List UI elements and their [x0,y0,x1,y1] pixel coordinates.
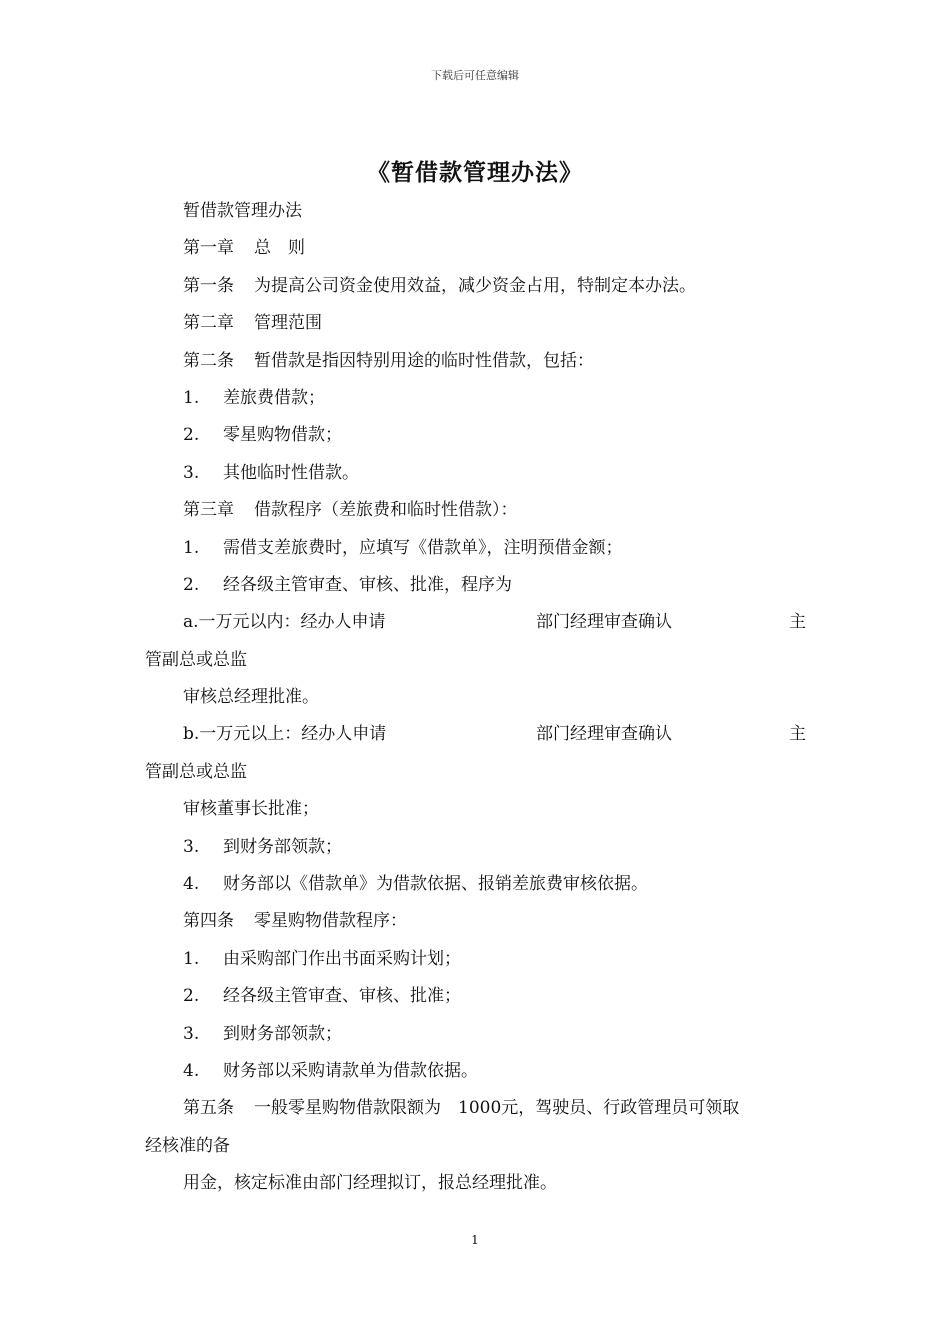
list-number: 4. [183,874,200,895]
list-item [145,380,810,417]
list-text: 经各级主管审查、审核、批准，程序为 [223,574,512,595]
approval-flow-b [145,716,810,753]
list-number: 3. [183,1023,200,1044]
list-number: 1. [183,948,200,969]
article-text: 一般零星购物借款限额为 1000元，驾驶员、行政管理员可领取 [254,1098,740,1119]
article [145,343,810,380]
flow-step-fragment: 主 [789,612,806,633]
list-text: 其他临时性借款。 [223,462,359,483]
list-item [145,941,810,978]
list-text: 经各级主管审查、审核、批准； [223,986,461,1007]
chapter-label: 第二章 [183,313,234,334]
document-title: 《暂借款管理办法》 [367,159,583,186]
article-label: 第一条 [183,275,234,296]
paragraph-continuation: 管副总或总监 [145,649,247,670]
article-label: 第五条 [183,1098,234,1119]
page-header: 下载后可任意编辑 [431,69,519,82]
list-text: 到财务部领款； [223,836,342,857]
approval-flow-a [145,604,810,641]
chapter-heading [145,492,810,529]
list-item [145,567,810,604]
chapter-title: 借款程序（差旅费和临时性借款）： [254,500,518,521]
flow-step-apply: a.一万元以内：经办人申请 [183,612,386,633]
chapter-label: 第一章 [183,238,234,259]
flow-step-fragment: 主 [789,724,806,745]
list-number: 4. [183,1060,200,1081]
article-label: 第二条 [183,350,234,371]
flow-step-review: 部门经理审查确认 [536,612,672,633]
list-number: 3. [183,462,200,483]
list-text: 零星购物借款； [223,425,342,446]
page-number: 1 [471,1233,479,1247]
paragraph: 暂借款管理办法 [183,201,302,221]
flow-step-apply: b.一万元以上：经办人申请 [183,724,387,745]
article [145,268,810,305]
article-text: 为提高公司资金使用效益，减少资金占用，特制定本办法。 [254,275,696,296]
article [145,1090,810,1127]
article [145,903,810,940]
chapter-label: 第三章 [183,500,234,521]
list-item [145,829,810,866]
paragraph-continuation: 管副总或总监 [145,761,247,782]
list-text: 财务部以采购请款单为借款依据。 [223,1060,478,1081]
chapter-heading [145,305,810,342]
list-text: 到财务部领款； [223,1023,342,1044]
paragraph: 审核董事长批准； [183,799,319,820]
list-number: 2. [183,425,200,446]
list-item [145,417,810,454]
article-label: 第四条 [183,911,234,932]
chapter-title: 管理范围 [254,313,322,334]
paragraph-continuation: 经核准的备 [145,1135,230,1156]
list-item [145,978,810,1015]
list-text: 由采购部门作出书面采购计划； [223,948,461,969]
list-text: 差旅费借款； [223,387,325,408]
chapter-title: 总 则 [254,238,305,259]
list-number: 1. [183,537,200,558]
list-number: 3. [183,836,200,857]
paragraph: 用金，核定标准由部门经理拟订，报总经理批准。 [183,1173,557,1194]
flow-step-review: 部门经理审查确认 [536,724,672,745]
article-text: 暂借款是指因特别用途的临时性借款，包括： [254,350,594,371]
list-number: 2. [183,986,200,1007]
chapter-heading [145,230,810,267]
list-item [145,866,810,903]
list-text: 需借支差旅费时，应填写《借款单》，注明预借金额； [223,537,623,558]
paragraph: 审核总经理批准。 [183,687,319,708]
list-text: 财务部以《借款单》为借款依据、报销差旅费审核依据。 [223,874,648,895]
list-number: 1. [183,387,200,408]
article-text: 零星购物借款程序： [254,911,407,932]
list-item [145,455,810,492]
list-item [145,1053,810,1090]
list-item [145,530,810,567]
list-number: 2. [183,574,200,595]
document-body [145,193,810,1203]
list-item [145,1016,810,1053]
